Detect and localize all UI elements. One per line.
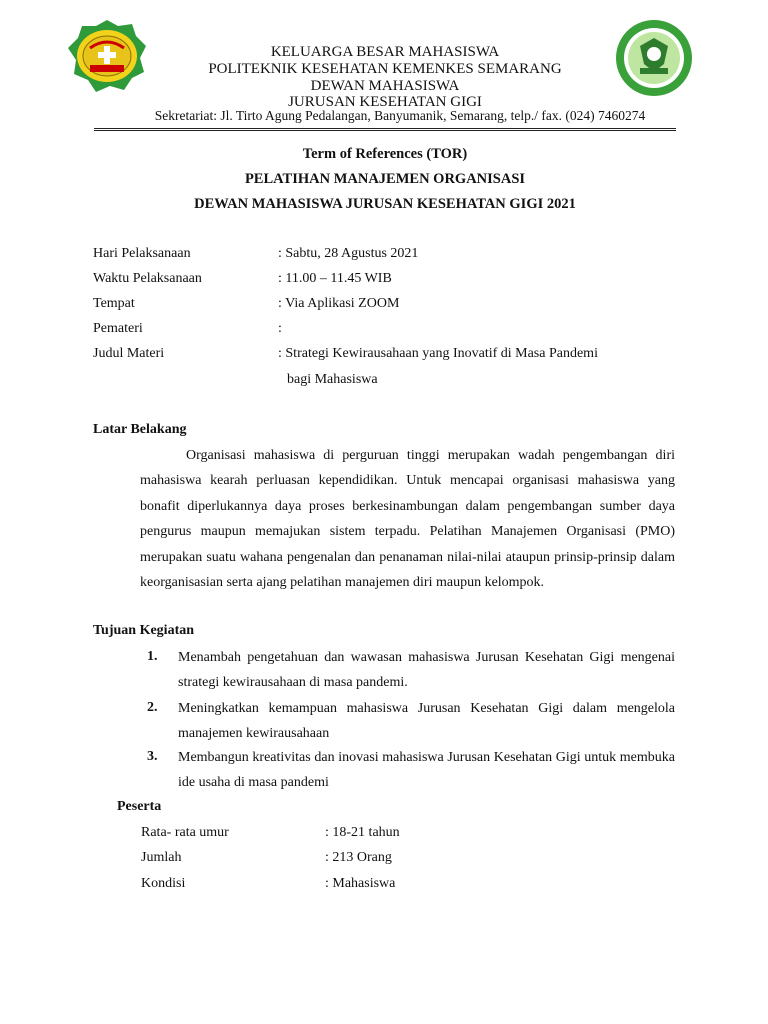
header-line-4: JURUSAN KESEHATAN GIGI xyxy=(288,94,482,110)
info-value-hari: : Sabtu, 28 Agustus 2021 xyxy=(278,246,419,261)
header-line-3: DEWAN MAHASISWA xyxy=(310,78,460,94)
latar-heading: Latar Belakang xyxy=(93,422,187,437)
info-value-judul: : Strategi Kewirausahaan yang Inovatif di Masa Pandemi xyxy=(278,346,598,361)
info-value-waktu: : 11.00 – 11.45 WIB xyxy=(278,271,392,286)
secretariat-address: Sekretariat: Jl. Tirto Agung Pedalangan, Banyumanik, Semarang, telp./ fax. (024) 7460274 xyxy=(154,108,646,123)
main-title: PELATIHAN MANAJEMEN ORGANISASI xyxy=(244,171,526,187)
right-logo xyxy=(614,18,694,98)
info-value-judul-cont: bagi Mahasiswa xyxy=(287,372,378,387)
tujuan-item-1-text: Menambah pengetahuan dan wawasan mahasiswa Jurusan Kesehatan Gigi mengenai strategi kewirausahaan di masa pandemi. xyxy=(178,650,675,690)
tujuan-item-2-number: 2. xyxy=(147,700,158,715)
peserta-label-jumlah: Jumlah xyxy=(141,850,182,865)
latar-paragraph: Organisasi mahasiswa di perguruan tinggi merupakan wadah pengembangan diri mahasiswa kearah perluasan kependidikan. Untuk mencapai organisasi mahasiswa yang bonafit diperlukannya daya proses berkesinambungan dalam pengembangan sumber daya pengurus maupun memajukan sistem terpadu. Pelatihan Manajemen Organisasi (PMO) merupakan suatu wahana pengenalan dan penanaman nilai-nilai ataupun prinsip-prinsip dalam keorganisasian serta ajang pelatihan manajemen diri maupun kelompok. xyxy=(140,448,675,591)
tujuan-item-3-number: 3. xyxy=(147,749,158,764)
info-label-judul: Judul Materi xyxy=(93,346,165,361)
info-value-pemateri: : xyxy=(278,321,282,336)
left-logo xyxy=(66,18,148,94)
info-label-hari: Hari Pelaksanaan xyxy=(93,246,191,261)
info-value-tempat: : Via Aplikasi ZOOM xyxy=(278,296,400,311)
peserta-heading: Peserta xyxy=(117,799,162,814)
header-divider xyxy=(94,128,676,129)
header-line-1: KELUARGA BESAR MAHASISWA xyxy=(270,44,500,60)
tor-title: Term of References (TOR) xyxy=(302,146,468,162)
peserta-label-umur: Rata- rata umur xyxy=(141,825,229,840)
peserta-value-kondisi: : Mahasiswa xyxy=(325,876,396,891)
tujuan-item-1-number: 1. xyxy=(147,649,158,664)
sub-title: DEWAN MAHASISWA JURUSAN KESEHATAN GIGI 2021 xyxy=(194,196,576,212)
peserta-label-kondisi: Kondisi xyxy=(141,876,186,891)
header-divider-2 xyxy=(94,130,676,131)
peserta-value-umur: : 18-21 tahun xyxy=(325,825,400,840)
info-label-waktu: Waktu Pelaksanaan xyxy=(93,271,202,286)
tujuan-item-3-text: Membangun kreativitas dan inovasi mahasiswa Jurusan Kesehatan Gigi untuk membuka ide usaha di masa pandemi xyxy=(178,750,675,790)
peserta-value-jumlah: : 213 Orang xyxy=(325,850,392,865)
info-label-pemateri: Pemateri xyxy=(93,321,143,336)
header-line-2: POLITEKNIK KESEHATAN KEMENKES SEMARANG xyxy=(208,61,562,77)
tujuan-heading: Tujuan Kegiatan xyxy=(93,623,195,638)
tujuan-item-2-text: Meningkatkan kemampuan mahasiswa Jurusan Kesehatan Gigi dalam mengelola manajemen kewirausahaan xyxy=(178,701,675,741)
info-label-tempat: Tempat xyxy=(93,296,135,311)
